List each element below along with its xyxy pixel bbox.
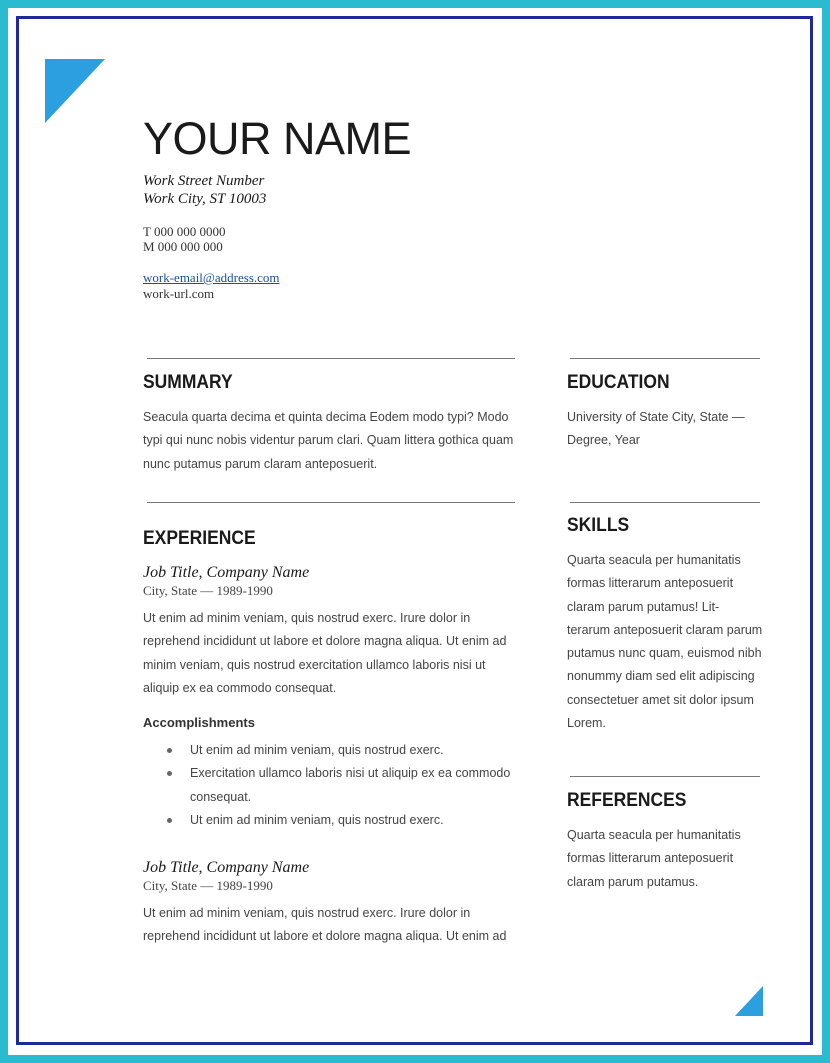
skills-divider (570, 502, 760, 503)
summary-line: Seacula quarta decima et quinta decima Eodem modo typi? Modo (143, 410, 509, 424)
website-url: work-url.com (143, 286, 215, 301)
job-description-line: Ut enim ad minim veniam, quis nostrud exerc. Irure dolor in (143, 906, 471, 920)
education-line: Degree, Year (567, 433, 640, 448)
references-line: Quarta seacula per humanitatis (567, 828, 741, 842)
references-line: formas litterarum anteposuerit (567, 851, 734, 866)
list-item (167, 739, 510, 762)
corner-triangle-top-left (45, 59, 105, 123)
summary-text (143, 406, 513, 476)
skills-line: putamus nunc quam, euismod nibh (567, 646, 762, 661)
full-name: YOUR NAME (143, 113, 412, 164)
corner-triangle-bottom-right (735, 986, 763, 1016)
phone-mobile: M 000 000 000 (143, 239, 223, 254)
education-divider (570, 358, 760, 359)
skills-line: consectetuer amet sit dolor ipsum (567, 692, 754, 707)
skills-line: Quarta seacula per humanitatis (567, 553, 741, 567)
summary-line: typi qui nunc nobis videntur parum clari. Quam littera gothica quam (143, 433, 514, 448)
skills-line: nonummy diam sed elit adipiscing (567, 669, 755, 684)
job-location-dates: City, State — 1989-1990 (143, 583, 273, 598)
experience-heading: EXPERIENCE (143, 528, 256, 549)
references-heading: REFERENCES (567, 790, 687, 811)
skills-line: Lorem. (567, 716, 606, 731)
bullet-icon (167, 818, 172, 823)
bullet-icon (167, 748, 172, 753)
resume-page (16, 16, 813, 1045)
job-description-line: Ut enim ad minim veniam, quis nostrud exerc. Irure dolor in (143, 611, 471, 625)
experience-divider (147, 502, 515, 503)
education-line: University of State City, State — (567, 410, 745, 424)
city-address: Work City, ST 10003 (143, 191, 267, 207)
list-item (167, 762, 510, 809)
job-description-line: minim veniam, quis nostrud exercitation ullamco laboris nisi ut (143, 657, 486, 672)
email-link[interactable]: work-email@address.com (143, 270, 280, 285)
references-text (567, 824, 741, 894)
job-description-line: reprehend incididunt ut labore et dolore magna aliqua. Ut enim ad (143, 929, 507, 944)
job-title: Job Title, Company Name (143, 859, 310, 876)
accomplishments-label: Accomplishments (143, 715, 255, 730)
skills-text (567, 549, 762, 735)
phone-telephone: T 000 000 0000 (143, 224, 226, 239)
street-address: Work Street Number (143, 173, 265, 189)
summary-line: nunc putamus parum claram anteposuerit. (143, 456, 378, 471)
skills-heading: SKILLS (567, 515, 630, 536)
job-description (143, 902, 506, 949)
references-line: claram parum putamus. (567, 874, 699, 889)
bullet-icon (167, 771, 172, 776)
references-divider (570, 776, 760, 777)
skills-line: terarum anteposuerit claram parum (567, 622, 763, 637)
education-heading: EDUCATION (567, 372, 670, 393)
job-description-line: aliquip ex ea commodo consequat. (143, 680, 337, 695)
summary-divider (147, 358, 515, 359)
job-description (143, 607, 506, 700)
skills-line: formas litterarum anteposuerit (567, 576, 734, 591)
list-item-text: consequat. (190, 789, 252, 804)
accomplishments-list (167, 739, 510, 832)
job-description-line: reprehend incididunt ut labore et dolore magna aliqua. Ut enim ad (143, 634, 507, 649)
list-item-text: Ut enim ad minim veniam, quis nostrud exerc. (190, 743, 444, 757)
list-item (167, 809, 510, 832)
summary-heading: SUMMARY (143, 372, 233, 393)
skills-line: claram parum putamus! Lit- (567, 599, 720, 614)
education-text (567, 406, 745, 453)
list-item-text: Exercitation ullamco laboris nisi ut aliquip ex ea commodo (190, 766, 511, 781)
job-title: Job Title, Company Name (143, 564, 310, 581)
job-location-dates: City, State — 1989-1990 (143, 878, 273, 893)
list-item-text: Ut enim ad minim veniam, quis nostrud exerc. (190, 812, 444, 827)
